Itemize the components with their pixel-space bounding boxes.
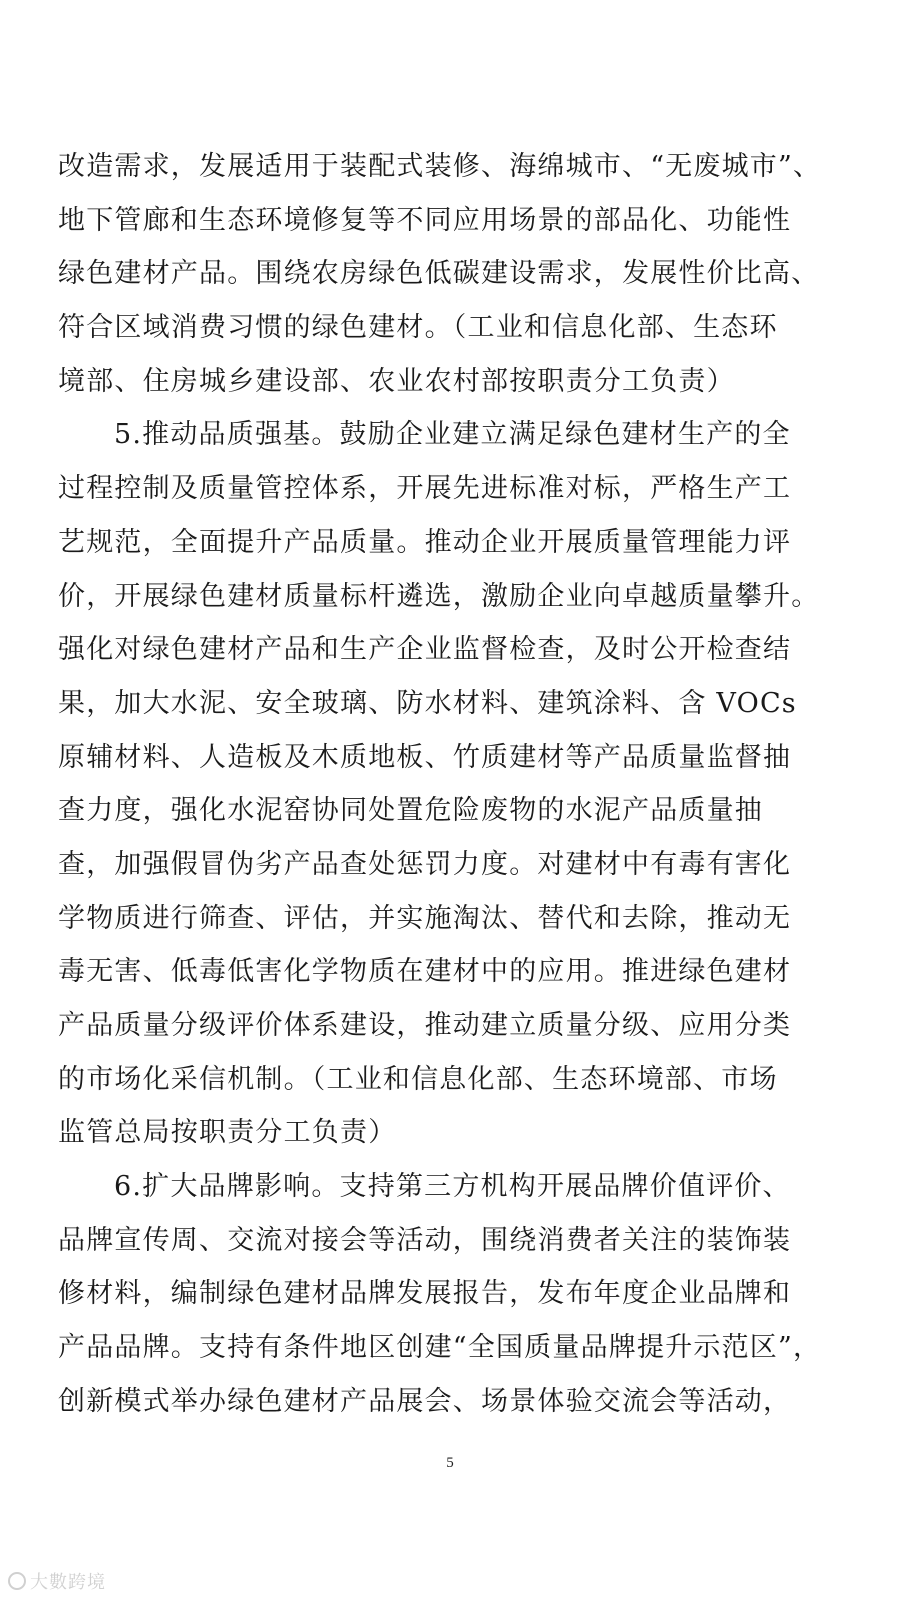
text-line: 果，加大水泥、安全玻璃、防水材料、建筑涂料、含 VOCs	[58, 687, 797, 719]
text-line: 符合区域消费习惯的绿色建材。（工业和信息化部、生态环	[58, 312, 778, 344]
text-line: 修材料，编制绿色建材品牌发展报告，发布年度企业品牌和	[58, 1278, 792, 1310]
text-line: 境部、住房城乡建设部、农业农村部按职责分工负责）	[58, 365, 735, 397]
text-line: 产品品牌。支持有条件地区创建“全国质量品牌提升示范区”，	[58, 1332, 822, 1364]
text-line: 艺规范，全面提升产品质量。推动企业开展质量管理能力评	[58, 526, 792, 558]
text-line: 的市场化采信机制。（工业和信息化部、生态环境部、市场	[58, 1063, 778, 1095]
text-line: 改造需求，发展适用于装配式装修、海绵城市、“无废城市”、	[58, 151, 822, 182]
watermark	[8, 1568, 106, 1594]
text-line: 强化对绿色建材产品和生产企业监督检查，及时公开检查结	[58, 634, 792, 666]
text-line: 学物质进行筛查、评估，并实施淘汰、替代和去除，推动无	[58, 902, 792, 934]
text-line: 过程控制及质量管控体系，开展先进标准对标，严格生产工	[58, 473, 792, 505]
text-line: 监管总局按职责分工负责）	[58, 1117, 397, 1149]
text-line: 查力度，强化水泥窑协同处置危险废物的水泥产品质量抽	[58, 795, 763, 827]
page-number: 5	[446, 1455, 454, 1471]
text-line: 品牌宣传周、交流对接会等活动，围绕消费者关注的装饰装	[58, 1224, 792, 1256]
watermark-text: 大數跨境	[30, 1572, 106, 1593]
text-line: 毒无害、低毒低害化学物质在建材中的应用。推进绿色建材	[58, 956, 792, 988]
text-line: 地下管廊和生态环境修复等不同应用场景的部品化、功能性	[58, 204, 792, 236]
text-line: 查，加强假冒伪劣产品查处惩罚力度。对建材中有毒有害化	[58, 848, 792, 880]
paragraph-heading-line: 6.扩大品牌影响。支持第三方机构开展品牌价值评价、	[114, 1171, 791, 1203]
paragraph-heading-line: 5.推动品质强基。鼓励企业建立满足绿色建材生产的全	[114, 419, 791, 451]
text-line: 创新模式举办绿色建材产品展会、场景体验交流会等活动，	[58, 1385, 792, 1417]
watermark-logo-icon	[8, 1572, 26, 1590]
text-line: 绿色建材产品。围绕农房绿色低碳建设需求，发展性价比高、	[58, 258, 820, 290]
body-text	[58, 140, 830, 1429]
text-line: 产品质量分级评价体系建设，推动建立质量分级、应用分类	[58, 1010, 792, 1041]
text-line: 价，开展绿色建材质量标杆遴选，激励企业向卓越质量攀升。	[58, 580, 820, 612]
text-line: 原辅材料、人造板及木质地板、竹质建材等产品质量监督抽	[58, 741, 792, 773]
